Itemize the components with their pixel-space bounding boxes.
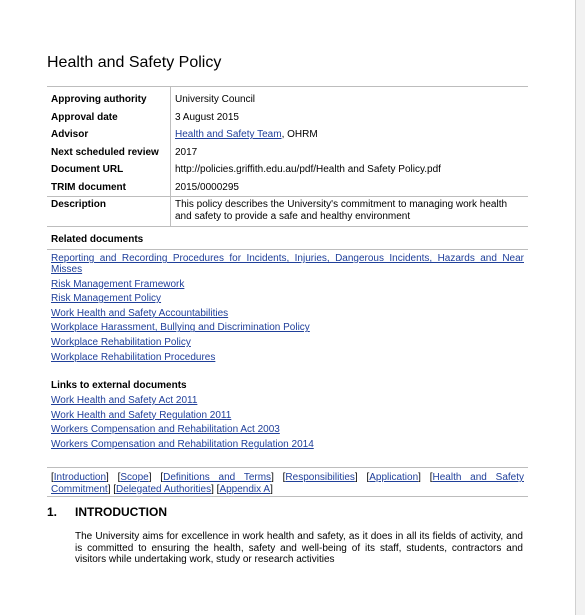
- table-row: [47, 161, 528, 179]
- section-body: The University aims for excellence in work health and safety, as it does in all its fields of activity, and is committed to ensuring the health, safety and well-being of its staff, students, contractors and visitors while undertaking work, study or research activities: [75, 531, 523, 565]
- related-heading-rule: [47, 249, 528, 250]
- table-row: [47, 126, 528, 144]
- table-row: [47, 197, 528, 227]
- next-review-label: Next scheduled review: [47, 144, 171, 162]
- nav-appendix-a[interactable]: Appendix A: [219, 483, 271, 495]
- approval-date-value: 3 August 2015: [175, 111, 239, 123]
- document-url-value: http://policies.griffith.edu.au/pdf/Health and Safety Policy.pdf: [175, 164, 441, 175]
- policy-metadata-table: [47, 87, 528, 227]
- nav-health-safety-commitment[interactable]: Health and Safety Commitment: [51, 472, 524, 495]
- approval-date-label: Approval date: [47, 109, 171, 127]
- section-navigation: [Introduction] [Scope] [Definitions and Terms] [Responsibilities] [Application] [Health and Safety Commitment] [Delegated Authorities] [Appendix A]: [51, 472, 524, 495]
- approving-authority-value: University Council: [175, 94, 256, 105]
- section-title: INTRODUCTION: [75, 505, 167, 519]
- external-link[interactable]: Workers Compensation and Rehabilitation Regulation 2014: [51, 438, 314, 450]
- related-link[interactable]: Reporting and Recording Procedures for Incidents, Injuries, Dangerous Incidents, Hazards and Near Misses: [51, 253, 524, 275]
- page-title: Health and Safety Policy: [47, 54, 222, 71]
- related-link[interactable]: Workplace Rehabilitation Policy: [51, 336, 191, 348]
- related-link[interactable]: Workplace Rehabilitation Procedures: [51, 351, 216, 363]
- related-documents-heading: Related documents: [51, 234, 144, 245]
- related-link[interactable]: Work Health and Safety Accountabilities: [51, 307, 229, 319]
- section-number: 1.: [47, 505, 58, 519]
- advisor-suffix: , OHRM: [281, 129, 318, 140]
- table-row: [47, 179, 528, 197]
- description-label: Description: [47, 197, 171, 227]
- nav-bottom-rule: [47, 496, 528, 497]
- nav-scope[interactable]: Scope: [120, 472, 149, 483]
- advisor-value: [171, 126, 529, 144]
- trim-value: 2015/0000295: [175, 181, 239, 193]
- related-link[interactable]: Workplace Harassment, Bullying and Discrimination Policy: [51, 322, 310, 334]
- nav-top-rule: [47, 467, 528, 468]
- related-link[interactable]: Risk Management Framework: [51, 278, 185, 290]
- trim-label: TRIM document: [47, 179, 171, 197]
- external-link[interactable]: Work Health and Safety Regulation 2011: [51, 409, 232, 421]
- external-link[interactable]: Work Health and Safety Act 2011: [51, 395, 198, 406]
- nav-delegated-authorities[interactable]: Delegated Authorities: [116, 483, 212, 495]
- nav-responsibilities[interactable]: Responsibilities: [285, 472, 355, 483]
- table-row: [47, 144, 528, 162]
- advisor-label: Advisor: [47, 126, 171, 144]
- nav-introduction[interactable]: Introduction: [53, 472, 107, 483]
- table-row: [47, 109, 528, 127]
- external-documents-heading: Links to external documents: [51, 380, 187, 391]
- related-documents-list: [51, 253, 524, 366]
- document-url-label: Document URL: [47, 161, 171, 179]
- advisor-link[interactable]: Health and Safety Team: [175, 129, 282, 140]
- nav-application[interactable]: Application: [369, 472, 419, 483]
- external-documents-list: [51, 395, 524, 453]
- description-value: This policy describes the University's commitment to managing work health and safety to provide a safe and healthy environment: [171, 197, 529, 227]
- next-review-value: 2017: [175, 146, 198, 158]
- external-link[interactable]: Workers Compensation and Rehabilitation Act 2003: [51, 424, 280, 436]
- approving-authority-label: Approving authority: [47, 87, 171, 109]
- related-link[interactable]: Risk Management Policy: [51, 293, 162, 305]
- nav-definitions[interactable]: Definitions and Terms: [163, 472, 272, 483]
- table-row: [47, 87, 528, 109]
